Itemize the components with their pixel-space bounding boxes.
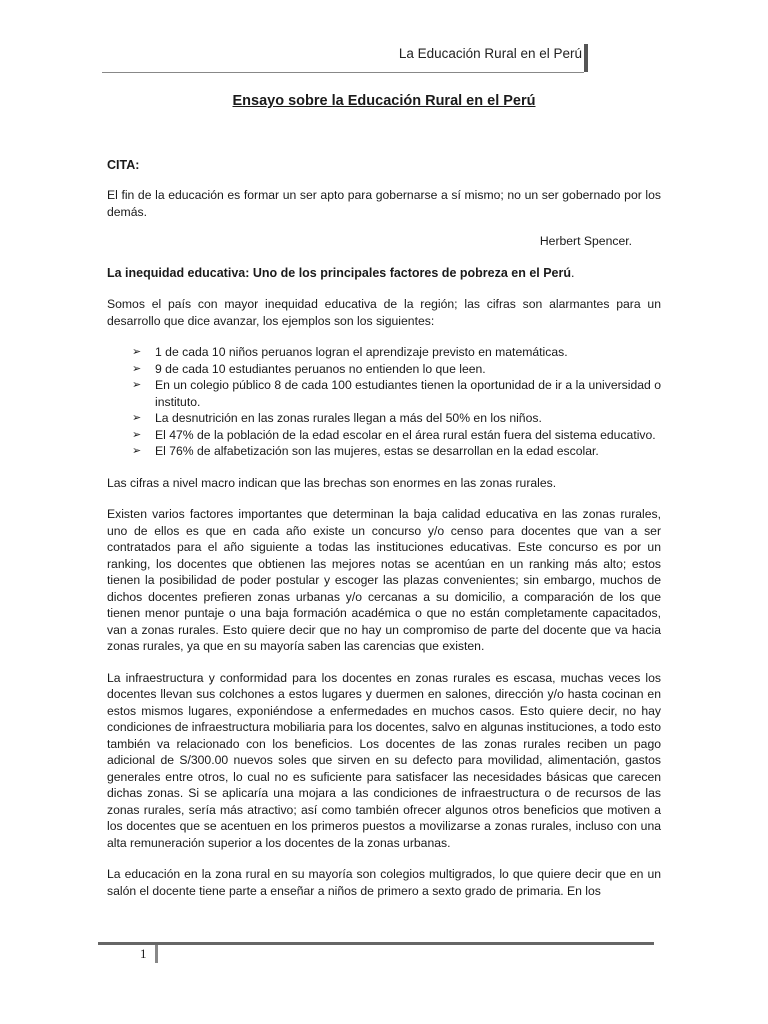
list-item [132,377,661,410]
arrow-bullet-icon: ➢ [132,445,142,457]
intro-paragraph: Somos el país con mayor inequidad educativa de la región; las cifras son alarmantes para un desarrollo que dice avanzar, los ejemplos son los siguientes: [107,297,661,328]
body-paragraph: Las cifras a nivel macro indican que las brechas son enormes en las zonas rurales. [107,475,557,490]
list-item [132,344,661,361]
section-heading [107,265,661,282]
list-item [132,427,661,444]
list-item-text: El 76% de alfabetización son las mujeres, estas se desarrollan en la edad escolar. [155,444,599,458]
body-paragraph: La infraestructura y conformidad para los docentes en zonas rurales es escasa, muchas veces los docentes llevan sus colchones a estos lugares y duermen en salones, dirección y/o hasta cocinan en estos mismos lugares, exponiéndose a enfermedades en muchos casos. Esto quiere decir, no hay condiciones de infraestructura mobiliaria para los docentes, salvo en algunas instituciones, a todo esto también va relacionado con los beneficios. Los docentes de las zonas rurales reciben un pago adicional de S/300.00 nuevos soles que sirven en su defecto para movilidad, alimentación, gastos generales entre otros, lo cual no es suficiente para satisfacer las necesidades básicas que carecen dichas zonas. Si se aplicaría una mojara a las condiciones de infraestructura o de recursos de las zonas rurales, sería más atractivo; así como también ofrecer algunos otros beneficios que motiven a los docentes que se acentuen en los primeros puestos a movilizarse a zonas rurales, incluso con una alta remuneración superior a los docentes de la zonas urbanas. [107,670,661,850]
arrow-bullet-icon: ➢ [132,379,142,391]
list-item-text: 9 de cada 10 estudiantes peruanos no entienden lo que leen. [155,361,486,376]
document-title: Ensayo sobre la Educación Rural en el Perú [232,93,536,109]
section-heading-period: . [571,265,575,280]
list-item [132,443,661,460]
running-header: La Educación Rural en el Perú [398,46,582,61]
list-item [132,410,661,427]
list-item-text: 1 de cada 10 niños peruanos logran el aprendizaje previsto en matemáticas. [155,345,568,359]
body-paragraph: Existen varios factores importantes que determinan la baja calidad educativa en las zonas rurales, uno de ellos es que en cada año existe un concurso y/o censo para docentes que van a ser contratados para el año siguiente a todas las instituciones educativas. Este concurso es por un ranking, los docentes que obtienen las mejores notas se acentúan en un ranking más alto; estos tienen la posibilidad de poder postular y escoger las plazas convenientes; sin embargo, muchos de dichos docentes prefieren zonas urbanas y/o cercanas a su domicilio, a comparación de los que tienen menor puntaje o una baja formación académica o que no están completamente capacitados, van a zonas rurales. Esto quiere decir que no hay un compromiso de parte del docente que va hacia zonas rurales, ya que en su mayoría saben las carencias que existen. [107,507,661,653]
arrow-bullet-icon: ➢ [132,346,142,358]
page-number: 1 [140,946,147,961]
cita-text: El fin de la educación es formar un ser apto para gobernarse a sí mismo; no un ser gobernado por los demás. [107,188,661,219]
list-item-text: En un colegio público 8 de cada 100 estudiantes tienen la oportunidad de ir a la universidad o instituto. [155,378,661,409]
header-accent-bar [584,44,588,72]
body-paragraph: La educación en la zona rural en su mayoría son colegios multigrados, lo que quiere decir que en un salón el docente tiene parte a enseñar a niños de primero a sexto grado de primaria. En los [107,867,661,898]
statistics-list [107,344,661,460]
section-heading-text: La inequidad educativa: Uno de los principales factores de pobreza en el Perú [107,265,572,280]
page-number-bar [155,945,158,963]
list-item-text: El 47% de la población de la edad escolar en el área rural están fuera del sistema educativo. [155,427,656,442]
list-item-text: La desnutrición en las zonas rurales llegan a más del 50% en los niños. [155,411,542,425]
arrow-bullet-icon: ➢ [132,412,142,424]
header-rule [102,72,584,73]
cita-label: CITA: [107,157,140,172]
footer-rule [98,942,654,945]
cita-author: Herbert Spencer. [539,234,632,248]
document-body [107,93,661,914]
arrow-bullet-icon: ➢ [132,428,142,441]
arrow-bullet-icon: ➢ [132,362,142,375]
list-item [132,361,661,378]
